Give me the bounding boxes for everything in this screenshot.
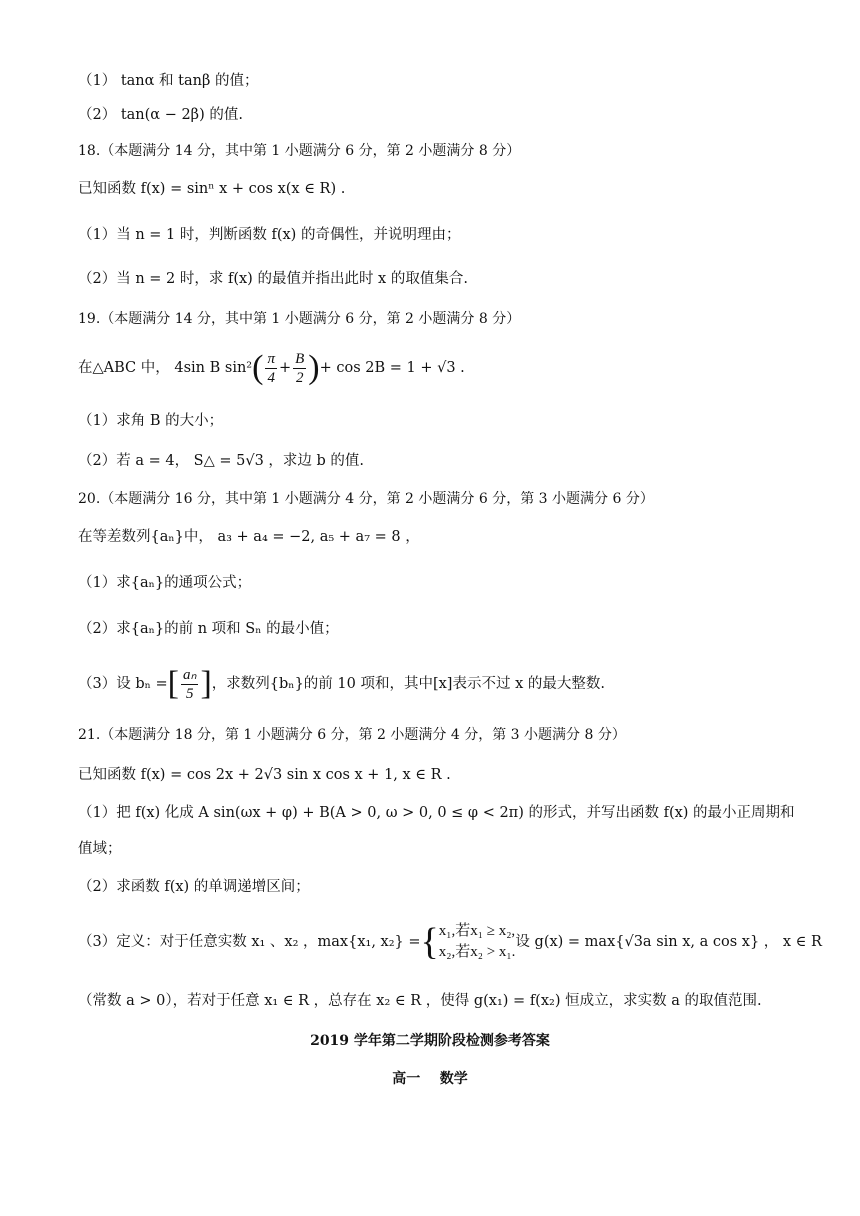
case-2: x₂,若x₂ > x₁.: [438, 944, 516, 960]
question-19-part-1: （1）求角 B 的大小；: [78, 413, 224, 429]
answer-title: 2019 学年第二学期阶段检测参考答案: [310, 1033, 550, 1049]
case-1: x₁,若x₁ ≥ x₂,: [438, 923, 516, 939]
question-19-statement-left: 在△ABC 中， 4sin B sin²: [78, 360, 253, 376]
question-17-part-1: （1） tanα 和 tanβ 的值；: [78, 73, 259, 89]
question-18-statement: 已知函数 f(x) = sinⁿ x + cos x(x ∈ R) .: [78, 181, 346, 197]
question-19-header: 19.（本题满分 14 分，其中第 1 小题满分 6 分，第 2 小题满分 8 分）: [78, 311, 521, 327]
question-21-part-3: [78, 914, 822, 970]
question-21-part-1-cont: 值域；: [78, 841, 122, 857]
fraction-pi-over-4: [265, 350, 277, 387]
fraction-denominator: 4: [267, 369, 275, 386]
question-21-part-2: （2）求函数 f(x) 的单调递增区间；: [78, 879, 310, 895]
bracket-close: ]: [200, 665, 212, 702]
question-19-part-2: （2）若 a = 4， S△ = 5√3 ，求边 b 的值.: [78, 453, 365, 469]
question-21-header: 21.（本题满分 18 分，第 1 小题满分 6 分，第 2 小题满分 4 分，第 3 小题满分 8 分）: [78, 727, 626, 743]
question-20-part-3: [78, 656, 790, 712]
answer-subtitle: 高一 数学: [392, 1071, 468, 1087]
brace-open: {: [420, 921, 439, 963]
question-21-part-1: （1）把 f(x) 化成 A sin(ωx + φ) + B(A > 0, ω > 0, 0 ≤ φ < 2π) 的形式，并写出函数 f(x) 的最小正周期和: [78, 805, 795, 821]
fraction-numerator: B: [295, 350, 305, 367]
question-20-part-1: （1）求{aₙ}的通项公式；: [78, 575, 252, 591]
part-3-definition: （3）定义：对于任意实数 x₁ 、x₂ ，max{x₁, x₂} =: [78, 934, 421, 950]
question-18-header: 18.（本题满分 14 分，其中第 1 小题满分 6 分，第 2 小题满分 8 分）: [78, 143, 521, 159]
question-21-part-3-cont: （常数 a > 0），若对于任意 x₁ ∈ R ，总存在 x₂ ∈ R ，使得 g(x₁) = f(x₂) 恒成立，求实数 a 的取值范围.: [78, 993, 762, 1009]
question-21-statement: 已知函数 f(x) = cos 2x + 2√3 sin x cos x + 1, x ∈ R .: [78, 767, 451, 783]
fraction-numerator: π: [267, 350, 275, 367]
question-18-part-1: （1）当 n = 1 时，判断函数 f(x) 的奇偶性，并说明理由；: [78, 227, 461, 243]
question-20-statement: 在等差数列{aₙ}中， a₃ + a₄ = −2, a₅ + a₇ = 8 ，: [78, 529, 420, 545]
question-17-part-2: （2） tan(α − 2β) 的值.: [78, 107, 243, 123]
paren-open: (: [252, 349, 264, 386]
part-3-function: 设 g(x) = max{√3a sin x, a cos x} ， x ∈ R: [515, 934, 822, 950]
question-18-part-2: （2）当 n = 2 时，求 f(x) 的最值并指出此时 x 的取值集合.: [78, 271, 468, 287]
fraction-b-over-2: [293, 350, 306, 387]
question-19-statement: 在△ABC 中， 4sin B sin²( $\frac{\pi}{4}$ + $\frac{B}{2}$ )+ cos 2B = 1 + √3 .: [78, 349, 465, 386]
paren-close: ): [308, 349, 320, 386]
question-20-header: 20.（本题满分 16 分，其中第 1 小题满分 4 分，第 2 小题满分 6 分，第 3 小题满分 6 分）: [78, 491, 654, 507]
fraction-numerator: aₙ: [182, 666, 197, 683]
piecewise-cases: [439, 921, 516, 963]
fraction-denominator: 2: [295, 369, 304, 386]
question-20-part-2: （2）求{aₙ}的前 n 项和 Sₙ 的最小值；: [78, 621, 339, 637]
question-19-statement-right: + cos 2B = 1 + √3 .: [319, 360, 465, 376]
fraction-an-over-5: [181, 666, 198, 703]
part-3-left: （3）设 bₙ =: [78, 676, 168, 692]
bracket-open: [: [167, 665, 179, 702]
fraction-denominator: 5: [185, 685, 194, 702]
part-3-right: ，求数列{bₙ}的前 10 项和，其中[x]表示不过 x 的最大整数.: [211, 676, 605, 692]
